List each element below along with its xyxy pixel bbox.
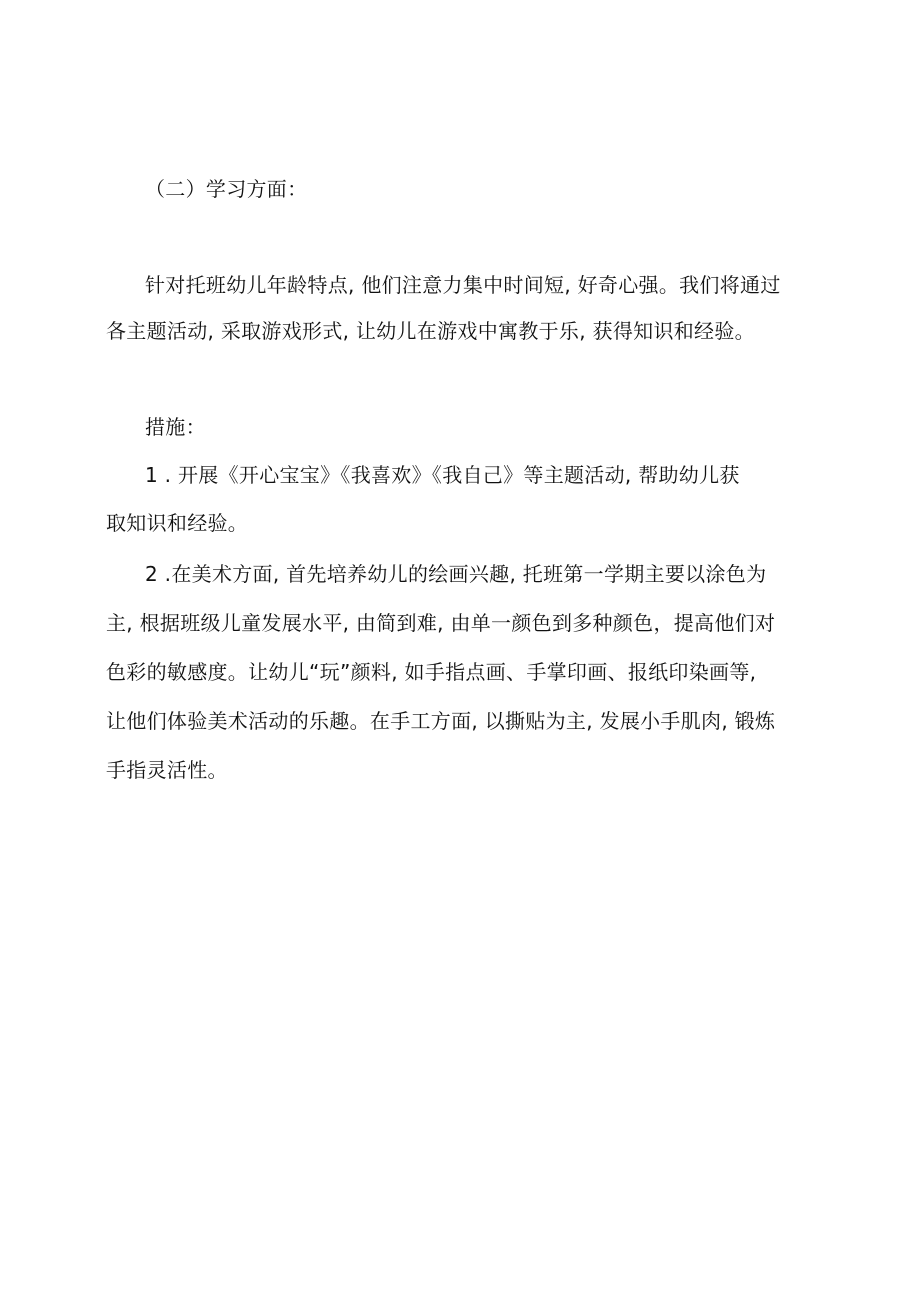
item-1-line-1: 1 . 开展《开心宝宝》《我喜欢》《我自己》等主题活动, 帮助幼儿获 — [145, 463, 740, 487]
item-2-line-1: 2 .在美术方面, 首先培养幼儿的绘画兴趣, 托班第一学期主要以涂色为 — [145, 562, 767, 586]
item-1-line-2: 取知识和经验。 — [106, 511, 249, 535]
item-2-line-3: 色彩的敏感度。让幼儿“玩”颜料, 如手指点画、手掌印画、报纸印染画等, — [106, 660, 757, 684]
intro-paragraph-line-2: 各主题活动, 采取游戏形式, 让幼儿在游戏中寓教于乐, 获得知识和经验。 — [106, 319, 755, 343]
measures-label: 措施： — [145, 415, 206, 439]
item-2-line-2: 主, 根据班级儿童发展水平, 由简到难, 由单一颜色到多种颜色，提高他们对 — [106, 611, 776, 635]
intro-paragraph-line-1: 针对托班幼儿年龄特点, 他们注意力集中时间短, 好奇心强。我们将通过 — [145, 273, 781, 297]
section-heading: （二）学习方面： — [145, 177, 308, 201]
item-2-line-5: 手指灵活性。 — [106, 758, 228, 782]
item-2-line-4: 让他们体验美术活动的乐趣。在手工方面, 以撕贴为主, 发展小手肌肉, 锻炼 — [106, 709, 776, 733]
